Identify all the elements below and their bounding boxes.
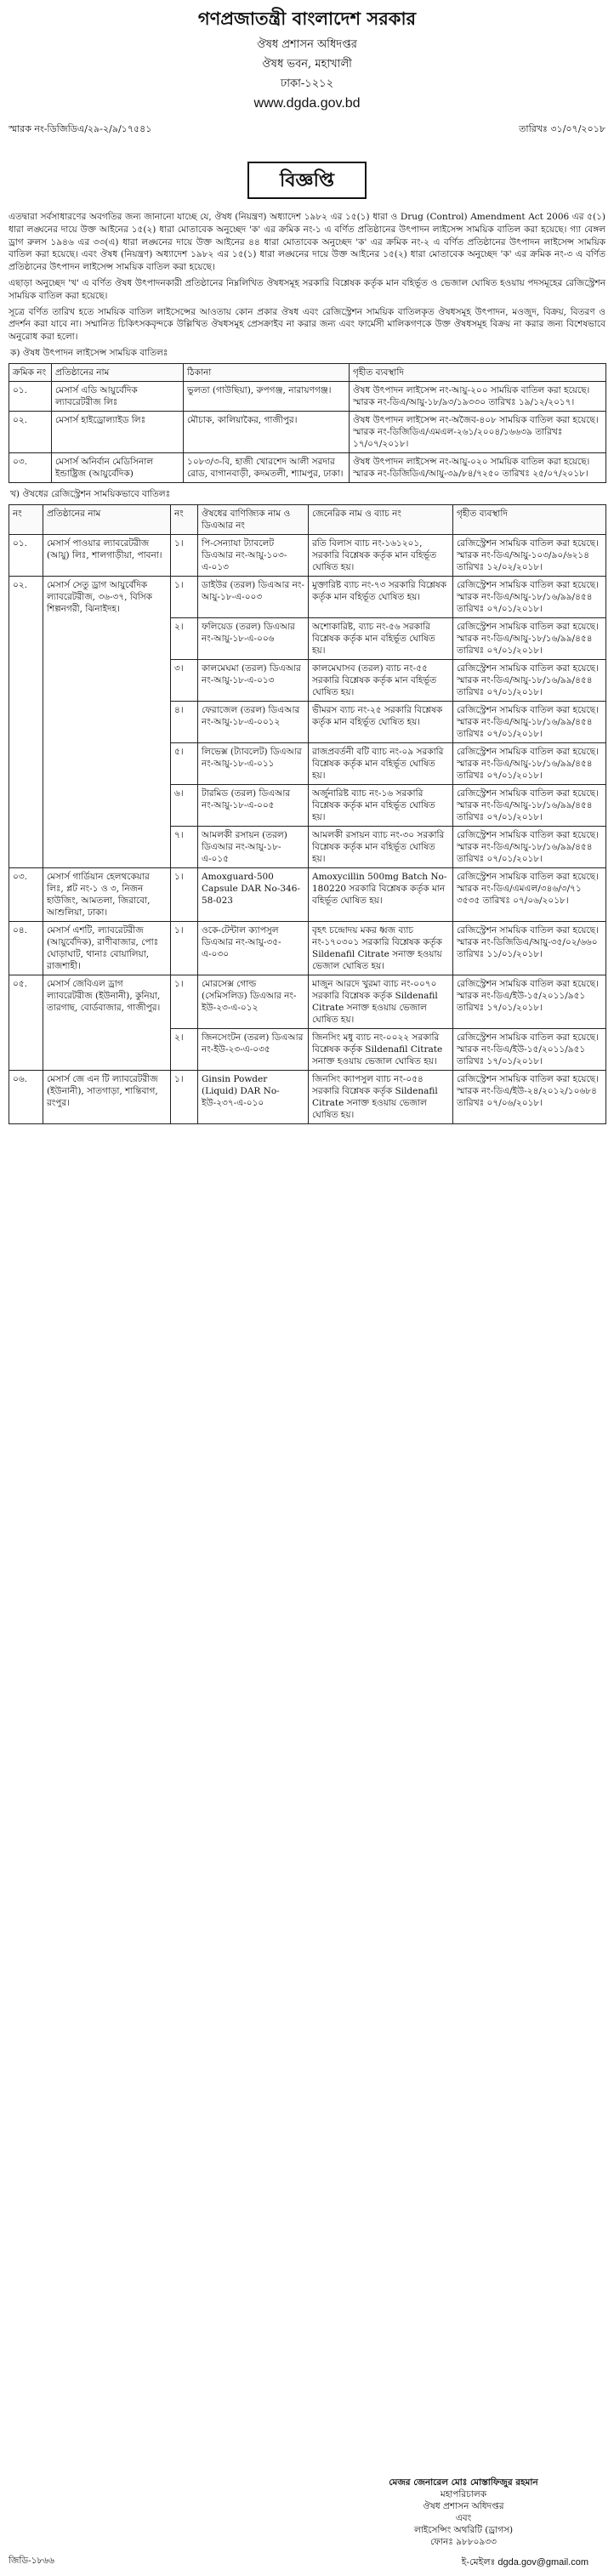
col-brand-dar: ঔষধের বাণিজ্যিক নাম ও ডিএআর নং <box>198 504 309 534</box>
brand-cell: কালমেঘমা (তরল) ডিএআর নং-আয়ু-১৮-এ-০১৩ <box>198 659 309 701</box>
serial-cell: ০৩. <box>9 452 52 482</box>
letterhead <box>9 5 605 113</box>
generic-cell: Amoxycillin 500mg Batch No-180220 সরকারি বিশ্লেষক কর্তৃক মান বহির্ভূত ঘোষিত হয়। <box>309 867 453 921</box>
brand-cell: ফলিয়েড (তরল) ডিএআর নং-আয়ু-১৮-এ-০০৬ <box>198 617 309 659</box>
generic-cell: মাজুন আরদে খুরমা ব্যাচ নং-০০৭০ সরকারি বিশ্লেষক কর্তৃক Sildenafil Citrate সনাক্ত হওয়ায় ভেজাল ঘোষিত হয়। <box>309 975 453 1028</box>
col-address: ঠিকানা <box>184 363 350 381</box>
table-row <box>9 921 606 975</box>
table-row <box>9 452 606 482</box>
table-row <box>9 411 606 452</box>
col-item-number: নং <box>171 504 198 534</box>
generic-cell: মুক্তারিষ্ট ব্যাচ নং-৭৩ সরকারি বিশ্লেষক কর্তৃক মান বহির্ভূত ঘোষিত হয়। <box>309 576 453 617</box>
signatory-and: এবং <box>455 2513 472 2523</box>
item-number-cell: ২। <box>171 617 198 659</box>
paragraph-2: এছাড়া অনুচ্ছেদ 'খ' এ বর্ণিত ঔষধ উৎপাদনকারী প্রতিষ্ঠানের নিম্নলিখিত ঔষধসমূহ সরকারি বিশ্লেষক কর্তৃক মান বহির্ভূত ও ভেজাল ঘোষিত হওয়ায় পদসমূহের রেজিস্ট্রেশন সাময়িক বাতিল করা হয়েছে। <box>9 277 605 301</box>
table-header <box>9 504 606 534</box>
generic-cell: বৃহৎ চন্দ্রোদয় মকর ধ্বজ ব্যাচ নং-১৭০৩০১ সরকারি বিশ্লেষক কর্তৃক Sildenafil Citrate সনাক্ত হওয়ায় ভেজাল ঘোষিত হয়। <box>309 921 453 975</box>
page-footer <box>0 2555 597 2571</box>
serial-cell: ০৪. <box>9 921 43 975</box>
table-row <box>9 576 606 617</box>
action-cell: ঔষধ উৎপাদন লাইসেন্স নং-অজৈব-৪০৮ সাময়িক বাতিল করা হয়েছে। স্মারক নং-ডিজিডিএ/এমএল-২৬১/২০০৪/১৬৬৩৯ তারিখঃ ১৭/০৭/২০১৮। <box>350 411 606 452</box>
signatory-office: ঔষধ প্রশাসন অধিদপ্তর <box>423 2501 504 2511</box>
item-number-cell: ৬। <box>171 784 198 826</box>
generic-cell: ভীমরস ব্যাচ নং-২৫ সরকারি বিশ্লেষক কর্তৃক মান বহির্ভূত ঘোষিত হয়। <box>309 701 453 742</box>
website-link[interactable]: www.dgda.gov.bd <box>253 96 361 111</box>
action-cell: রেজিস্ট্রেশন সাময়িক বাতিল করা হয়েছে। স্মারক নং-ডিএ/আয়ু-১০৩/৯০/৬২১৪ তারিখঃ ১২/০২/২০১৮। <box>453 534 606 576</box>
brand-cell: টারমিড (তরল) ডিএআর নং-আয়ু-১৮-এ-০০৫ <box>198 784 309 826</box>
action-cell: রেজিস্ট্রেশন সাময়িক বাতিল করা হয়েছে। স্মারক নং-ডিজিডিএ/আয়ু-৩৫/০২/৬৬০ তারিখঃ ১১/০১/২০১৮। <box>453 921 606 975</box>
reference-row <box>9 122 605 138</box>
brand-cell: Amoxguard-500 Capsule DAR No-346-58-023 <box>198 867 309 921</box>
company-cell: মেসার্স জেবিএল ড্রাগ ল্যাবরেটরীজ (ইউনানী), কুনিয়া, তারগাছ, বোর্ডবাজার, গাজীপুর। <box>43 975 171 1070</box>
action-cell: রেজিস্ট্রেশন সাময়িক বাতিল করা হয়েছে। স্মারক নং-ডিএ/এমএল/৩৪৬/৩/৭১ ৩৫৩৫ তারিখঃ ০৭/০৬/২০১৮। <box>453 867 606 921</box>
table-row <box>9 534 606 576</box>
generic-cell: অশোকারিষ্ট, ব্যাচ নং-৫৬ সরকারি বিশ্লেষক কর্তৃক মান বহির্ভূত ঘোষিত হয়। <box>309 617 453 659</box>
generic-cell: জিনসিং ক্যাপসুল ব্যাচ নং-০৫৪ সরকারি বিশ্লেষক কর্তৃক Sildenafil Citrate সনাক্ত হওয়ায় ভেজাল ঘোষিত হয়। <box>309 1070 453 1123</box>
col-action: গৃহীত ব্যবস্থাদি <box>453 504 606 534</box>
company-cell: মেসার্স হাইড্রোল্যাইড লিঃ <box>52 411 184 452</box>
generic-cell: আমলকী রসায়ন ব্যাচ নং-৩০ সরকারি বিশ্লেষক কর্তৃক মান বহির্ভূত ঘোষিত হয়। <box>309 826 453 867</box>
section-a-title: ক) ঔষধ উৎপাদন লাইসেন্স সাময়িক বাতিলঃ <box>10 347 168 358</box>
col-serial: নং <box>9 504 43 534</box>
serial-cell: ০৬. <box>9 1070 43 1123</box>
brand-cell: ডাইউর (তরল) ডিএআর নং-আয়ু-১৮-এ-০০৩ <box>198 576 309 617</box>
action-cell: ঔষধ উৎপাদন লাইসেন্স নং-আয়ু-০২০ সাময়িক বাতিল করা হয়েছে। স্মারক নং-ডিজিডিএ/আয়ু-৩৯/৮৪/৭২৫০ তারিখঃ ২৫/০৭/২০১৮। <box>350 452 606 482</box>
serial-cell: ০৩. <box>9 867 43 921</box>
item-number-cell: ২। <box>171 1028 198 1070</box>
brand-cell: ওকে-টেন্টাল ক্যাপসুল ডিএআর নং-আয়ু-৩৫-এ-০৩০ <box>198 921 309 975</box>
serial-cell: ০২. <box>9 411 52 452</box>
item-number-cell: ১। <box>171 534 198 576</box>
brand-cell: আমলকী রসায়ন (তরল) ডিএআর নং-আয়ু-১৮-এ-০১৫ <box>198 826 309 867</box>
company-cell: মেসার্স গার্ডিয়ান হেলথকেয়ার লিঃ, প্লট নং-১ ও ৩, নিজন হাউজিং, আমতলা, জিরাবো, আশুলিয়া, ঢাকা। <box>43 867 171 921</box>
item-number-cell: ১। <box>171 921 198 975</box>
action-cell: রেজিস্ট্রেশন সাময়িক বাতিল করা হয়েছে। স্মারক নং-ডিএ/আয়ু-১৮/১৬/৯৯/৪৫৪ তারিখঃ ০৭/০১/২০১৮। <box>453 784 606 826</box>
action-cell: রেজিস্ট্রেশন সাময়িক বাতিল করা হয়েছে। স্মারক নং-ডিএ/আয়ু-১৮/১৬/৯৯/৪৫৪ তারিখঃ ০৭/০১/২০১৮। <box>453 826 606 867</box>
brand-cell: মোরসেক্স গোল্ড (সেমিসলিড) ডিএআর নং-ইউ-২৩-এ-০১২ <box>198 975 309 1028</box>
item-number-cell: ১। <box>171 576 198 617</box>
government-title: গণপ্রজাতন্ত্রী বাংলাদেশ সরকার <box>197 8 417 29</box>
generic-cell: রাজপ্রবর্তনী বটি ব্যাচ নং-০৯ সরকারি বিশ্লেষক কর্তৃক মান বহির্ভূত ঘোষিত হয়। <box>309 742 453 784</box>
generic-cell: অর্জুনারিষ্ট ব্যাচ নং-১৬ সরকারি বিশ্লেষক কর্তৃক মান বহির্ভূত ঘোষিত হয়। <box>309 784 453 826</box>
company-cell: মেসার্স জে এন টি ল্যাবরেটরীজ (ইউনানী), সাতগাড়া, শান্তিবাগ, রংপুর। <box>43 1070 171 1123</box>
signatory-phone: ফোনঃ ৯৮৮০৯৩৩ <box>430 2537 497 2547</box>
table-row <box>9 381 606 411</box>
col-company: প্রতিষ্ঠানের নাম <box>52 363 184 381</box>
item-number-cell: ৩। <box>171 659 198 701</box>
col-company: প্রতিষ্ঠানের নাম <box>43 504 171 534</box>
address-line-1: ঔষধ ভবন, মহাখালী <box>262 58 352 71</box>
company-cell: মেসার্স পাওয়ার ল্যাবরেটরীজ (আয়ু) লিঃ, শালগাড়ীয়া, পাবনা। <box>43 534 171 576</box>
registration-cancel-table <box>9 504 606 1124</box>
paragraph-1: এতদ্বারা সর্বসাধারণের অবগতির জন্য জানানো যাচ্ছে যে, ঔষধ (নিয়ন্ত্রণ) অধ্যাদেশ ১৯৮২ এর ১৫(১) ধারা ও Drug (Control) Amendment Act 2006 এর ৫(১) ধারা লঙ্ঘনের দায়ে উক্ত আইনের ১৫(২) ধারা মোতাবেক অনুচ্ছেদ 'ক' এর ক্রমিক নং-১ এ বর্ণিত প্রতিষ্ঠানের উৎপাদন লাইসেন্স সাময়িক বাতিল করা হয়েছে। গ্যা বেঙ্গল ড্রাগ রুলস ১৯৪৬ এর ৩৩(এ) ধারা লঙ্ঘনের দায়ে উক্ত আইনের ৪৪ ধারা মোতাবেক অনুচ্ছেদ 'ক' এর ক্রমিক নং-২ এ বর্ণিত প্রতিষ্ঠানের উৎপাদন লাইসেন্স সাময়িক বাতিল করা হয়েছে। এবং ঔষধ (নিয়ন্ত্রণ) অধ্যাদেশ ১৯৮২ এর ১৫(১) ধারা লঙ্ঘনের দায়ে উক্ত আইনের ১৫(২) ধারা মোতাবেক অনুচ্ছেদ 'ক' এর ক্রমিক নং-৩ এ বর্ণিত প্রতিষ্ঠানের উৎপাদন লাইসেন্স সাময়িক বাতিল করা হয়েছে। <box>9 212 605 273</box>
item-number-cell: ৫। <box>171 742 198 784</box>
action-cell: রেজিস্ট্রেশন সাময়িক বাতিল করা হয়েছে। স্মারক নং-ডিএ/আয়ু-১৮/১৬/৯৯/৪৫৪ তারিখঃ ০৭/০১/২০১৮। <box>453 742 606 784</box>
action-cell: রেজিস্ট্রেশন সাময়িক বাতিল করা হয়েছে। স্মারক নং-ডিএ/ইউ-১৫/২০১১/৯৫১ তারিখঃ ১৭/০১/২০১৮। <box>453 975 606 1028</box>
signatory-authority: লাইসেন্সিং অথরিটি (ড্রাগস) <box>413 2525 514 2535</box>
action-cell: রেজিস্ট্রেশন সাময়িক বাতিল করা হয়েছে। স্মারক নং-ডিএ/আয়ু-১৮/১৬/৯৯/৪৫৪ তারিখঃ ০৭/০১/২০১৮। <box>453 617 606 659</box>
document-code: জিডি-১৮৬৬ <box>9 2556 54 2566</box>
signatory-name: মেজর জেনারেল মোঃ মোস্তাফিজুর রহমান <box>389 2477 538 2488</box>
brand-cell: জিনসেংটন (তরল) ডিএআর নং-ইউ-২৩-এ-০৩৫ <box>198 1028 309 1070</box>
address-cell: ভুলতা (গাউছিয়া), রুপগঞ্জ, নারায়ণগঞ্জ। <box>184 381 350 411</box>
col-serial: ক্রমিক নং <box>9 363 52 381</box>
serial-cell: ০১. <box>9 381 52 411</box>
notice-heading: বিজ্ঞপ্তি <box>247 162 367 199</box>
serial-cell: ০২. <box>9 576 43 867</box>
table-header <box>9 363 606 381</box>
serial-cell: ০৫. <box>9 975 43 1070</box>
company-cell: মেসার্স অনির্বান মেডিসিনাল ইন্ডাষ্ট্রিজ (আয়ুর্বেদিক) <box>52 452 184 482</box>
license-cancel-table <box>9 363 606 483</box>
section-b-title: খ) ঔষধের রেজিস্ট্রেশন সাময়িকভাবে বাতিলঃ <box>10 488 171 499</box>
generic-cell: রতি বিলাস ব্যাচ নং-১৬১২০১, সরকারি বিশ্লেষক কর্তৃক মান বহির্ভূত ঘোষিত হয়। <box>309 534 453 576</box>
serial-cell: ০১. <box>9 534 43 576</box>
col-action: গৃহীত ব্যবস্থাদি <box>350 363 606 381</box>
action-cell: রেজিস্ট্রেশন সাময়িক বাতিল করা হয়েছে। স্মারক নং-ডিএ/ইউ-২৪/২০১২/১০৬৮৪ তারিখঃ ০৭/০৬/২০১৮। <box>453 1070 606 1123</box>
col-generic-batch: জেনেরিক নাম ও ব্যাচ নং <box>309 504 453 534</box>
address-line-2: ঢাকা-১২১২ <box>280 77 334 90</box>
action-cell: রেজিস্ট্রেশন সাময়িক বাতিল করা হয়েছে। স্মারক নং-ডিএ/আয়ু-১৮/১৬/৯৯/৪৫৪ তারিখঃ ০৭/০১/২০১৮। <box>453 659 606 701</box>
contact-email[interactable]: ই-মেইলঃ dgda.gov@gmail.com <box>461 2557 588 2567</box>
department-name: ঔষধ প্রশাসন অধিদপ্তর <box>257 38 357 51</box>
action-cell: রেজিস্ট্রেশন সাময়িক বাতিল করা হয়েছে। স্মারক নং-ডিএ/ইউ-১৫/২০১১/৯৫১ তারিখঃ ১৭/০১/২০১৮। <box>453 1028 606 1070</box>
memo-date: তারিখঃ ৩১/০৭/২০১৮ <box>519 123 605 134</box>
table-row <box>9 975 606 1028</box>
item-number-cell: ১। <box>171 1070 198 1123</box>
brand-cell: লিভেক্স (ট্যাবলেট) ডিএআর নং-আয়ু-১৮-এ-০১১ <box>198 742 309 784</box>
generic-cell: কালমেঘাসব (তরল) ব্যাচ নং-৫৫ সরকারি বিশ্লেষক কর্তৃক মান বহির্ভূত ঘোষিত হয়। <box>309 659 453 701</box>
address-cell: ১০৮৩/৩-বি, হাজী খোরশেদ আলী সরদার রোড, বাগানবাড়ী, কদমতলী, শ্যামপুর, ঢাকা। <box>184 452 350 482</box>
address-cell: মৌচাক, কালিয়াকৈর, গাজীপুর। <box>184 411 350 452</box>
brand-cell: Ginsin Powder (Liquid) DAR No-ইউ-২৩৭-এ-০১০ <box>198 1070 309 1123</box>
item-number-cell: ১। <box>171 975 198 1028</box>
generic-cell: জিনসিং মধু ব্যাচ নং-০০২২ সরকারি বিশ্লেষক কর্তৃক Sildenafil Citrate সনাক্ত হওয়ায় ভেজাল ঘোষিত হয়। <box>309 1028 453 1070</box>
action-cell: ঔষধ উৎপাদন লাইসেন্স নং-আয়ু-২০০ সাময়িক বাতিল করা হয়েছে। স্মারক নং-ডিএ/আয়ু-১৮/৯৩/১৯৩৩০ তারিখঃ ১৯/১২/২০১৭। <box>350 381 606 411</box>
notice-body <box>9 211 605 344</box>
company-cell: মেসার্স সেতু ড্রাগ আয়ুর্বেদিক ল্যাবরেটরীজ, ৩৬-৩৭, বিসিক শিল্পনগরী, ঝিনাইদহ। <box>43 576 171 867</box>
table-row <box>9 1070 606 1123</box>
table-row <box>9 867 606 921</box>
item-number-cell: ৪। <box>171 701 198 742</box>
memo-number: স্মারক নং-ডিজিডিএ/২৯-২/৯/১৭৫৪১ <box>9 123 152 134</box>
action-cell: রেজিস্ট্রেশন সাময়িক বাতিল করা হয়েছে। স্মারক নং-ডিএ/আয়ু-১৮/১৬/৯৯/৪৫৪ তারিখঃ ০৭/০১/২০১৮। <box>453 701 606 742</box>
company-cell: মেসার্স এডি আয়ুর্বেদিক ল্যাবরেটরীজ লিঃ <box>52 381 184 411</box>
paragraph-3: সূত্রে বর্ণিত তারিখ হতে সাময়িক বাতিল লাইসেন্সের আওতায় কোন প্রকার ঔষধ এবং রেজিস্ট্রেশন সাময়িক বাতিলকৃত ঔষধসমূহ উৎপাদন, মওজুদ, বিক্রয়, বিতরণ ও প্রদর্শন করা যাবে না। সম্মানিত চিকিৎসকবৃন্দকে উল্লিখিত ঔষধসমূহ প্রেসক্রাইব না করার জন্য এবং ফার্মেসী মালিকগণকে উক্ত ঔষধসমূহ বিক্রয় না করার জন্য বিশেষভাবে অনুরোধ করা হলো। <box>9 306 605 343</box>
brand-cell: পি-সেন্যাযা ট্যাবলেট ডিএআর নং-আয়ু-১০৩-এ-০১৩ <box>198 534 309 576</box>
brand-cell: ফেরাজেল (তরল) ডিএআর নং-আয়ু-১৮-এ-০০১২ <box>198 701 309 742</box>
item-number-cell: ৭। <box>171 826 198 867</box>
notice-page <box>9 0 605 1124</box>
signatory-designation: মহাপরিচালক <box>440 2489 487 2499</box>
company-cell: মেসার্স এশটি, ল্যাবরেটরীজ (আয়ুর্বেদিক), রাণীবাজার, পোঃ ঘোড়াঘাট, থানাঃ বোয়ালিয়া, রাজশাহী। <box>43 921 171 975</box>
item-number-cell: ১। <box>171 867 198 921</box>
action-cell: রেজিস্ট্রেশন সাময়িক বাতিল করা হয়েছে। স্মারক নং-ডিএ/আয়ু-১৮/১৬/৯৯/৪৫৪ তারিখঃ ০৭/০১/২০১৮। <box>453 576 606 617</box>
